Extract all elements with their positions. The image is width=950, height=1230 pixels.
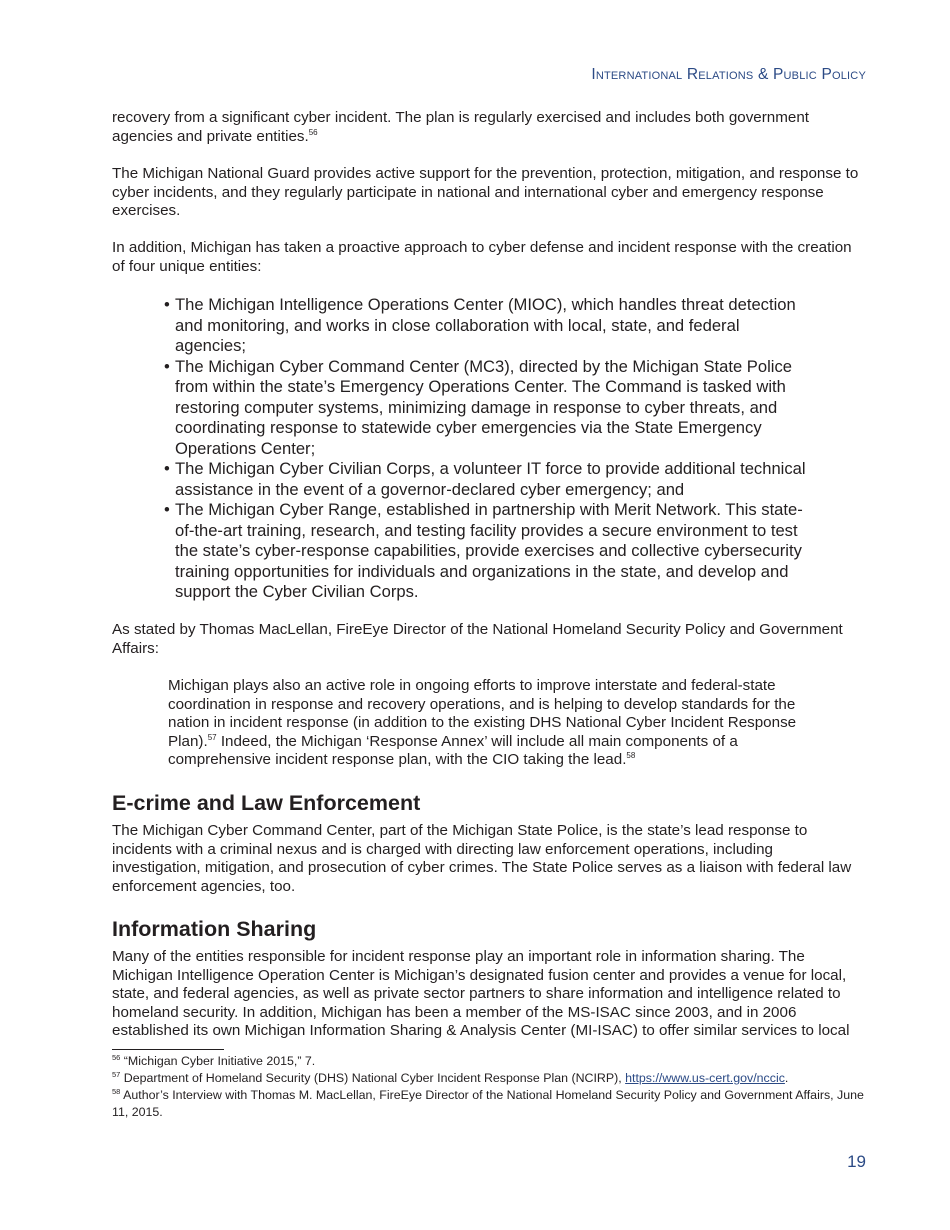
section-heading-information-sharing: Information Sharing	[112, 917, 317, 941]
bullet-marker: •	[164, 356, 170, 376]
footnote-ref-57[interactable]: 57	[207, 732, 217, 742]
footnote-number: 57	[112, 1070, 121, 1079]
list-item-cyber-range	[160, 500, 812, 603]
footnote-number: 58	[112, 1087, 121, 1096]
list-item-text: The Michigan Intelligence Operations Center (MIOC), which handles threat detection and monitoring, and works in close collaboration with local, state, and federal agencies;	[175, 295, 796, 355]
footnote-56	[112, 1053, 872, 1070]
footnote-number: 56	[112, 1053, 121, 1062]
footnote-text: Department of Homeland Security (DHS) National Cyber Incident Response Plan (NCIRP),	[123, 1071, 626, 1085]
page-number: 19	[847, 1152, 866, 1171]
block-quote	[168, 677, 808, 770]
ncirp-link[interactable]: https://www.us-cert.gov/nccic	[625, 1071, 785, 1085]
paragraph-plan	[112, 109, 868, 146]
section-sharing-heading-wrap	[112, 916, 868, 942]
entities-list	[160, 295, 812, 603]
section-ecrime-heading-wrap	[112, 790, 868, 816]
footnote-text-end: .	[784, 1071, 789, 1085]
footnote-text: Author’s Interview with Thomas M. MacLellan, FireEye Director of the National Homeland Security Policy and Government Affairs, June 11, 2015.	[112, 1088, 864, 1119]
footnote-ref-58[interactable]: 58	[626, 751, 636, 760]
list-item-civilian-corps	[160, 459, 812, 500]
list-item-text: The Michigan Cyber Range, established in partnership with Merit Network. This state-of-the-art training, research, and testing facility provides a secure environment to test the state’s cyber-response capabilities, provide exercises and collective cybersecurity training opportunities for individuals and organizations in the state, and develop and support the Cyber Civilian Corps.	[175, 500, 803, 601]
entities-list-container	[160, 295, 812, 603]
running-header: International Relations & Public Policy	[591, 66, 866, 83]
bullet-marker: •	[164, 500, 170, 519]
bullet-marker: •	[164, 295, 170, 314]
paragraph-entities-intro: In addition, Michigan has taken a proactive approach to cyber defense and incident response with the creation of four unique entities:	[112, 239, 852, 275]
bullet-marker: •	[164, 459, 170, 478]
footnote-58	[112, 1087, 872, 1121]
section-sharing-body: Many of the entities responsible for incident response play an important role in information sharing. The Michigan Intelligence Operation Center is Michigan’s designated fusion center and provides a venue for local, state, and federal agencies, as well as private sector partners to share information and intelligence related to homeland security. In addition, Michigan has been a member of the MS-ISAC since 2003, and in 2006 established its own Michigan Information Sharing & Analysis Center (MI-ISAC) to offer similar services to local	[112, 948, 850, 1039]
footnote-divider	[112, 1049, 224, 1050]
paragraph-maclellan-intro: As stated by Thomas MacLellan, FireEye Director of the National Homeland Security Policy and Government Affairs:	[112, 621, 843, 657]
footnotes	[112, 1053, 872, 1121]
paragraph-plan-text: recovery from a significant cyber incident. The plan is regularly exercised and includes both government agencies and private entities.	[112, 109, 810, 145]
footnote-57	[112, 1070, 872, 1087]
section-heading-ecrime: E-crime and Law Enforcement	[112, 791, 421, 815]
list-item-text: The Michigan Cyber Command Center (MC3), directed by the Michigan State Police from within the state’s Emergency Operations Center. The Command is tasked with restoring computer systems, minimizing damage in response to cyber threats, and coordinating response to statewide cyber emergencies via the State Emergency Operations Center;	[175, 356, 792, 458]
list-item-text: The Michigan Cyber Civilian Corps, a volunteer IT force to provide additional technical assistance in the event of a governor-declared cyber emergency; and	[175, 459, 806, 499]
quote-text-2: Indeed, the Michigan ‘Response Annex’ will include all main components of a comprehensive incident response plan, with the CIO taking the lead.	[168, 732, 738, 768]
list-item-mioc	[160, 295, 812, 357]
quote-text-1: Michigan plays also an active role in ongoing efforts to improve interstate and federal-state coordination in response and recovery operations, and is helping to develop standards for the nation in incident response (in addition to the existing DHS National Cyber Incident Response Plan).	[168, 677, 797, 750]
footnote-ref-56[interactable]: 56	[308, 127, 318, 137]
footnote-text: “Michigan Cyber Initiative 2015,” 7.	[123, 1054, 316, 1068]
section-ecrime-body: The Michigan Cyber Command Center, part of the Michigan State Police, is the state’s lead response to incidents with a criminal nexus and is charged with directing law enforcement operations, including investigation, mitigation, and prosecution of cyber crimes. The State Police serves as a liaison with federal law enforcement agencies, too.	[112, 822, 852, 895]
list-item-mc3	[160, 357, 812, 460]
paragraph-national-guard: The Michigan National Guard provides active support for the prevention, protection, mitigation, and response to cyber incidents, and they regularly participate in national and international cyber and emergency response exercises.	[112, 165, 859, 219]
